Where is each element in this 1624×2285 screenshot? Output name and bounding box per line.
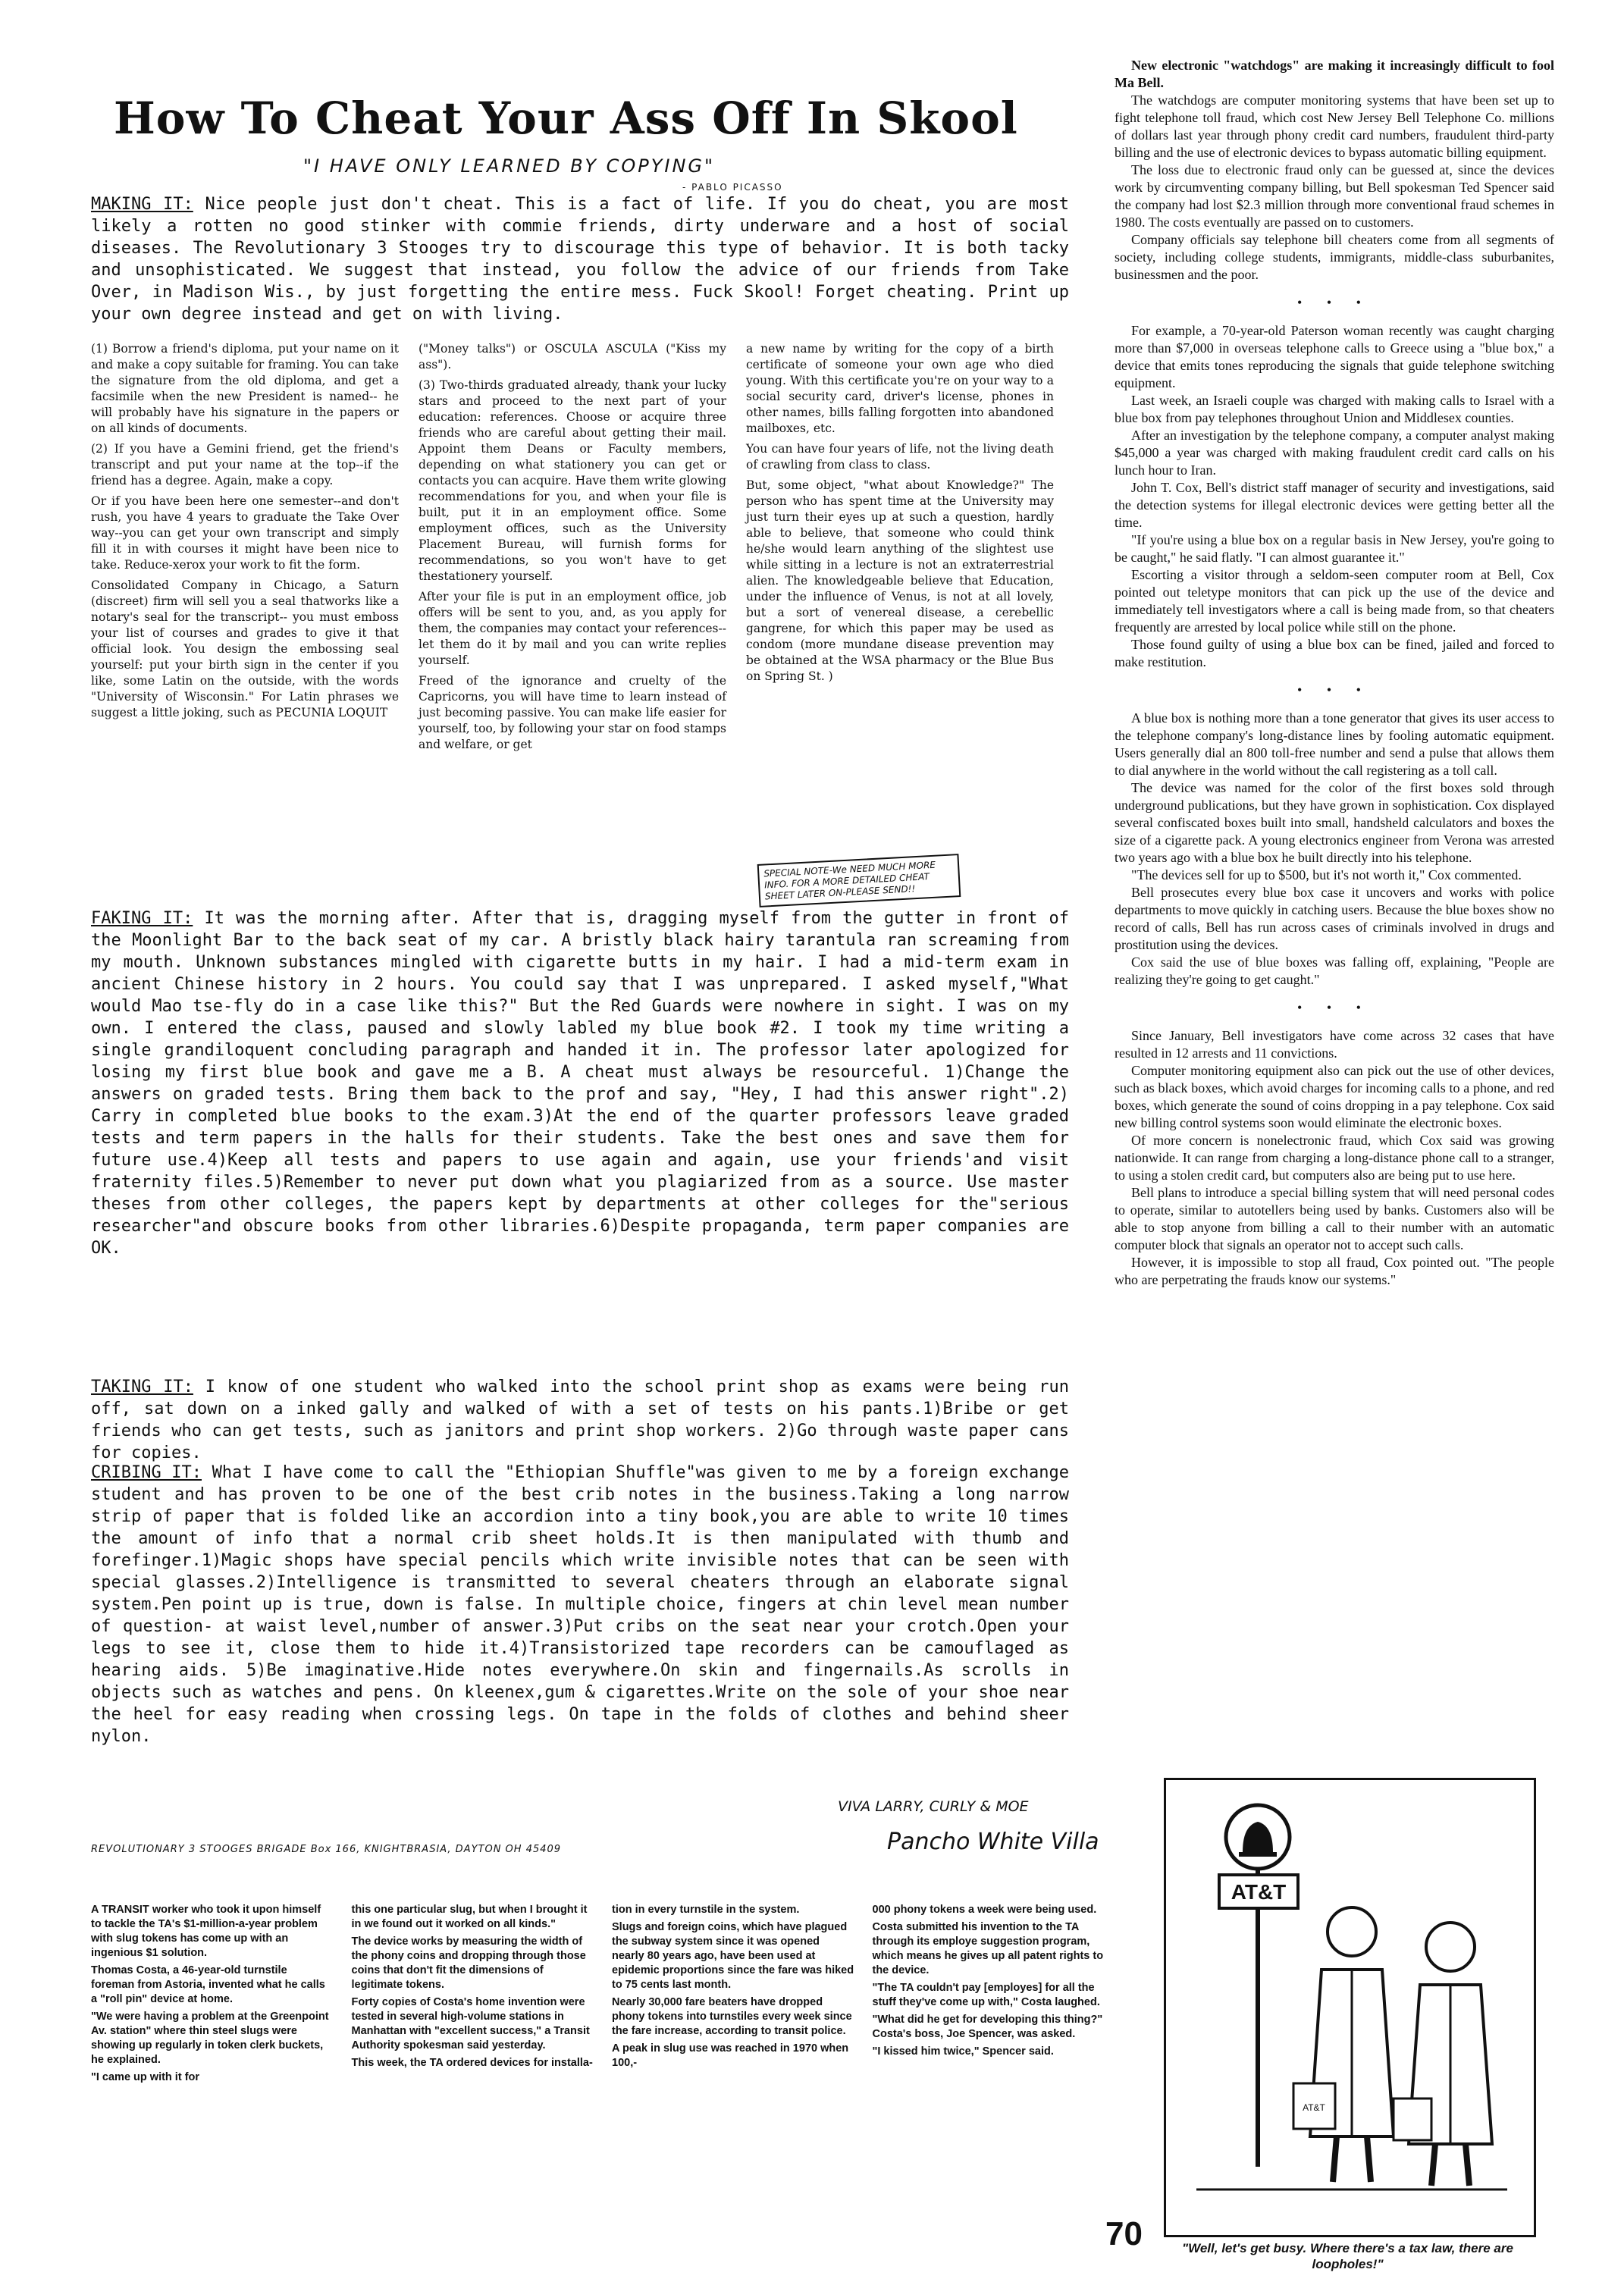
section-heading: CRIBING IT:	[91, 1463, 202, 1482]
paragraph: A TRANSIT worker who took it upon himself to tackle the TA's $1-million-a-year problem with slug tokens has come up with an ingenious $1 solution.	[91, 1904, 321, 1959]
paragraph: "I came up with it for	[91, 2071, 200, 2083]
paragraph: "We were having a problem at the Greenpoint Av. station" where thin steel slugs were showing up regularly in token clerk buckets, he explained.	[91, 2011, 329, 2066]
transit-column-3	[612, 1903, 854, 2088]
paragraph: (2) If you have a Gemini friend, get the friend's transcript and put your name at the top--if the friend has a degree. Again, make a copy.	[91, 442, 399, 487]
paragraph: 000 phony tokens a week were being used.	[872, 1904, 1097, 1916]
news-paragraph: Computer monitoring equipment also can pick out the use of other devices, such as black boxes, which avoid charges for incoming calls to a phone, and red boxes, which generate the sound of coins dropping in a pay telephone. Cox said new billing control systems soon would eliminate the electronic boxes.	[1115, 1063, 1554, 1130]
paragraph: tion in every turnstile in the system.	[612, 1904, 800, 1916]
news-paragraph: Company officials say telephone bill cheaters come from all segments of society, including college students, immigrants, middle-class suburbanites, businessmen and the poor.	[1115, 232, 1554, 282]
cartoon-drawing	[1166, 1780, 1534, 2235]
news-paragraph: Last week, an Israeli couple was charged with making calls to Israel with a blue box from pay telephones throughout Union and Middlesex counties.	[1115, 393, 1554, 425]
news-paragraph: After an investigation by the telephone company, a computer analyst making $45,000 a year was charged with making fraudulent credit card calls on his lunch hour to Iran.	[1115, 428, 1554, 478]
section-text: Nice people just don't cheat. This is a fact of life. If you do cheat, you are most likely a rotten no good stinker with commie friends, dirty underware and a host of social diseases. The Revolutionary 3 Stooges try to discourage this type of behavior. It is both tacky and unsophisticated. We suggest that instead, you follow the advice of our friends from Take Over, in Madison Wis., by just forgetting the entire mess. Fuck Skool! Forget cheating. Print up your own degree instead and get on with living.	[91, 195, 1070, 324]
epigraph-quote: "I HAVE ONLY LEARNED BY COPYING"	[303, 155, 716, 177]
take-over-columns	[91, 341, 1054, 757]
paragraph: This week, the TA ordered devices for installa-	[351, 2057, 593, 2069]
paragraph: Thomas Costa, a 46-year-old turnstile foreman from Astoria, invented what he calls a "roll pin" device at home.	[91, 1964, 325, 2005]
section-heading: TAKING IT:	[91, 1378, 193, 1396]
news-paragraph: Bell prosecutes every blue box case it uncovers and works with police departments to move quickly in catching users. Because the blue boxes show no record of calls, Bell has run across cases of criminals involved in drugs and prostitution using the devices.	[1115, 885, 1554, 952]
paragraph: "What did he get for developing this thing?" Costa's boss, Joe Spencer, was asked.	[872, 2014, 1103, 2040]
news-paragraph: Cox said the use of blue boxes was falling off, explaining, "People are realizing they're going to get caught."	[1115, 954, 1554, 987]
paragraph: a new name by writing for the copy of a birth certificate of someone your own age who died young. With this certificate you're on your way to a social security card, driver's license, phones in other names, bills falling forgotten into abandoned mailboxes, etc.	[746, 342, 1054, 435]
news-paragraph: Escorting a visitor through a seldom-seen computer room at Bell, Cox pointed out teletype monitors that can pick up the use of the device and immediately tell investigators where a call is being made from, so that cheaters frequently are arrested by local police while still on the phone.	[1115, 567, 1554, 635]
section-text: It was the morning after. After that is, dragging myself from the gutter in front of the Moonlight Bar to the back seat of my car. A bristly black hairy tarantula ran screaming from my mouth. Unknown substances mingled with cigarette butts in my hair. I had a mid-term exam in ancient Chinese history in 2 hours. You could say that I was unprepared. I asked myself,"What would Mao tse-fly do in a case like this?" But the Red Guards were nowhere in sight. I was on my own. I entered the class, paused and slowly labled my blue book #2. I took my time writing a single grandiloquent concluding paragraph and handed it in. The professor later apologized for losing my first blue book and gave me a B. A cheat must always be resourceful. 1)Change the answers on graded tests. Bring them back to the prof and say, "Hey, I had this answer right".2) Carry in completed blue books to the exam.3)At the end of the quarter professors leave graded tests and term papers in the halls for their students. Take the best ones and save them for future use.4)Keep all tests and papers to use again and again, use your friends'and visit fraternity files.5)Remember to never put down what you plagiarized from as a source. Use master theses from other colleges, the papers kept by departments at other colleges for the"serious researcher"and obscure books from other libraries.6)Despite propaganda, term paper companies are OK.	[91, 909, 1070, 1258]
cartoon-caption: "Well, let's get busy. Where there's a tax law, there are loopholes!"	[1182, 2241, 1513, 2271]
briefcase-icon	[1394, 2099, 1431, 2140]
news-paragraph: Those found guilty of using a blue box can be fined, jailed and forced to make restitution.	[1115, 637, 1554, 669]
section-divider: • • •	[1297, 295, 1372, 310]
column-2	[419, 341, 726, 757]
special-note-box: SPECIAL NOTE-We NEED MUCH MORE INFO. FOR A MORE DETAILED CHEAT SHEET LATER ON-PLEASE SEND!!	[757, 854, 961, 907]
paragraph: Nearly 30,000 fare beaters have dropped phony tokens into turnstiles every week since the fare increase, according to transit police.	[612, 1996, 852, 2037]
signature: Pancho White Villa	[887, 1829, 1099, 1855]
paragraph: (3) Two-thirds graduated already, thank your lucky stars and proceed to the next part of your education: references. Choose or acquire three friends who are careful about getting their mail. Appoint them Deans or Faculty members, depending on what stationery you can get or contacts you can acquire. Have them write glowing recommendations for you, and when your file is built, put it in an employment office. Some employment offices, such as the University Placement Bureau, will furnish forms for recommendations, so you won't have to get thestationery yourself.	[419, 378, 726, 583]
right-news-column	[1115, 57, 1554, 1289]
section-text: What I have come to call the "Ethiopian Shuffle"was given to me by a foreign exchange student and has proven to be one of the best crib notes in the business.Taking a long narrow strip of paper that is folded like an accordion into a tiny book,you are able to write 10 times the amount of info that a normal crib sheet holds.It is then manipulated with thumb and forefinger.1)Magic shops have special pencils which write invisible notes that can be seen with special glasses.2)Intelligence is transmitted to several cheaters through an elaborate signal system.Pen point up is true, down is false. In multiple choice, fingers at chin level mean number of question- at waist level,number of answer.3)Put cribs on the seat near your crotch.Open your legs to see it, close them to hide it.4)Transistorized tape recorders can be camouflaged as hearing aids. 5)Be imaginative.Hide notes everywhere.On skin and fingernails.As scrolls in objects such as watches and pens. On kleenex,gum & cigarettes.Write on the sole of your shoe near the heel for easy reading when crossing legs. On tape in the folds of clothes and behind sheer nylon.	[91, 1463, 1070, 1746]
column-1	[91, 341, 399, 757]
news-paragraph: The loss due to electronic fraud only can be guessed at, since the devices work by circumventing company billing, but Bell spokesman Ted Spencer said the company had lost $2.3 million through more conventional fraud schemes in 1980. The costs eventually are passed on to customers.	[1115, 162, 1554, 230]
page-title: How To Cheat Your Ass Off In Skool	[114, 92, 1018, 144]
paragraph: A peak in slug use was reached in 1970 when 100,-	[612, 2042, 849, 2069]
news-paragraph: New electronic "watchdogs" are making it increasingly difficult to fool Ma Bell.	[1115, 58, 1554, 90]
section-cribbing-it	[91, 1462, 1069, 1747]
paragraph: The device works by measuring the width of the phony coins and dropping through those coins that don't fit the dimensions of legitimate tokens.	[351, 1936, 586, 1991]
transit-column-1	[91, 1903, 334, 2088]
transit-column-4	[873, 1903, 1115, 2088]
section-heading: MAKING IT:	[91, 195, 193, 214]
sign-text: AT&T	[1231, 1880, 1287, 1904]
paragraph: But, some object, "what about Knowledge?" The person who has spent time at the University may just turn their eyes up at such a question, hardly able to believe, that someone who could think he/she would learn anything of the slightest use while sitting in a lecture is not an extraterrestrial alien. The knowledgeable believe that Education, under the influence of Venus, is not at all lovely, but a sort of venereal disease, a cerebellic gangrene, for which this paper may be used as condom (more mundane disease prevention may be obtained at the WSA pharmacy or the Blue Bus on Spring St. )	[746, 478, 1054, 683]
news-paragraph: Since January, Bell investigators have come across 32 cases that have resulted in 12 arrests and 11 convictions.	[1115, 1028, 1554, 1061]
news-paragraph: A blue box is nothing more than a tone generator that gives its user access to the telephone company's long-distance lines by fooling automatic equipment. Users generally dial an 800 toll-free number and send a pulse that allows them to dial anywhere in the world without the call registering as a toll call.	[1115, 710, 1554, 778]
paragraph: (1) Borrow a friend's diploma, put your name on it and make a copy suitable for framing. You can take the signature from the old diploma, and get a facsimile when the new President is named-- he will probably have his signature in the papers or on all kinds of documents.	[91, 342, 399, 435]
paragraph: "The TA couldn't pay [employes] for all the stuff they've come up with," Costa laughed.	[872, 1982, 1100, 2008]
paragraph: Forty copies of Costa's home invention were tested in several high-volume stations in Manhattan with "excellent success," a Transit Authority spokesman said yesterday.	[351, 1996, 590, 2051]
bag-text: AT&T	[1303, 2102, 1325, 2113]
news-paragraph: Bell plans to introduce a special billing system that will need personal codes to operate, similar to autotellers being used by banks. Customers also will be able to stop anyone from billing a call to their number with an automatic computer block that signals an operator not to accept such calls.	[1115, 1185, 1554, 1252]
paragraph: "I kissed him twice," Spencer said.	[872, 2045, 1054, 2058]
paragraph: You can have four years of life, not the living death of crawling from class to class.	[746, 442, 1054, 472]
paragraph: this one particular slug, but when I brought it in we found out it worked on all kinds."	[351, 1904, 588, 1930]
att-cartoon	[1164, 1778, 1536, 2237]
news-paragraph: John T. Cox, Bell's district staff manager of security and investigations, said the detection systems for illegal electronic devices were getting better all the time.	[1115, 480, 1554, 530]
news-paragraph: "The devices sell for up to $500, but it's not worth it," Cox commented.	[1131, 867, 1522, 882]
paragraph: ("Money talks") or OSCULA ASCULA ("Kiss my ass").	[419, 342, 726, 371]
viva-handwriting: VIVA LARRY, CURLY & MOE	[838, 1798, 1029, 1815]
news-paragraph: For example, a 70-year-old Paterson woman recently was caught charging more than $7,000 in overseas telephone calls to Greece using a "blue box," a device that emits tones reproducing the signals that guide telephone switching equipment.	[1115, 323, 1554, 390]
paragraph: After your file is put in an employment office, job offers will be sent to you, and, as you apply for them, the companies may contact your references-- let them do it by mail and you can write replies yourself.	[419, 590, 726, 667]
transit-column-2	[352, 1903, 594, 2088]
section-taking-it	[91, 1376, 1069, 1464]
brigade-address: REVOLUTIONARY 3 STOOGES BRIGADE Box 166, KNIGHTBRASIA, DAYTON OH 45409	[91, 1844, 562, 1855]
transit-article	[91, 1903, 1115, 2088]
paragraph: Slugs and foreign coins, which have plagued the subway system since it was opened nearly 80 years ago, have been used at epidemic proportions since the fare was hiked to 75 cents last month.	[612, 1921, 854, 1991]
news-paragraph: However, it is impossible to stop all fraud, Cox pointed out. "The people who are perpetrating the frauds know our systems."	[1115, 1255, 1554, 1287]
news-paragraph: Of more concern is nonelectronic fraud, which Cox said was growing nationwide. It can range from charging a long-distance phone call to a stranger, to using a stolen credit card, but computers also are being put to use here.	[1115, 1133, 1554, 1183]
column-3	[746, 341, 1054, 757]
businessman-1	[1328, 1907, 1376, 1956]
paragraph: Costa submitted his invention to the TA through its employe suggestion program, which means he gives up all patent rights to the device.	[872, 1921, 1104, 1976]
section-divider: • • •	[1297, 1000, 1372, 1015]
epigraph-attribution: - PABLO PICASSO	[682, 182, 783, 193]
businessman-2	[1426, 1923, 1475, 1971]
page-number: 70	[1105, 2215, 1143, 2252]
paragraph: Or if you have been here one semester--and don't rush, you have 4 years to graduate the Take Over way--you can get your own transcript and simply fill it in with courses it might have been nice to take. Reduce-xerox your work to fit the form.	[91, 494, 399, 572]
news-paragraph: "If you're using a blue box on a regular basis in New Jersey, you're going to be caught," he said flatly. "I can almost guarantee it."	[1115, 532, 1554, 565]
paragraph: Freed of the ignorance and cruelty of the Capricorns, you will have time to learn instead of just becoming passive. You can make life easier for yourself, too, by following your star on food stamps and welfare, or get	[419, 674, 726, 751]
section-making-it	[91, 193, 1069, 325]
news-paragraph: The device was named for the color of the first boxes sold through underground publications, but they have grown in sophistication. Cox displayed several confiscated boxes built into small, handsheld calculators and boxes the size of a cigarette pack. A young electronics engineer from Verona was arrested two years ago with a blue box he built directly into his telephone.	[1115, 780, 1554, 865]
section-faking-it	[91, 907, 1069, 1259]
news-paragraph: The watchdogs are computer monitoring systems that have been set up to fight telephone toll fraud, which cost New Jersey Bell Telephone Co. millions of dollars last year through phony credit card numbers, fraudulent third-party billing and the use of electronic devices to bypass automatic billing equipment.	[1115, 92, 1554, 160]
section-heading: FAKING IT:	[91, 909, 193, 928]
section-text: I know of one student who walked into the school print shop as exams were being run off, sat down on a inked gally and walked of with a set of tests on his pants.1)Bribe or get friends who can get tests, such as janitors and print shop workers. 2)Go through waste paper cans for copies.	[91, 1378, 1069, 1462]
paragraph: Consolidated Company in Chicago, a Saturn (discreet) firm will sell you a seal thatworks like a notary's seal for the transcript-- you must emboss your list of courses and grades to give it that official look. You design the embossing seal yourself: put your birth sign in the center if you like, some Latin on the outside, with the words "University of Wisconsin." For Latin phrases we suggest a little joking, such as PECUNIA LOQUIT	[91, 578, 399, 719]
section-divider: • • •	[1297, 682, 1372, 697]
